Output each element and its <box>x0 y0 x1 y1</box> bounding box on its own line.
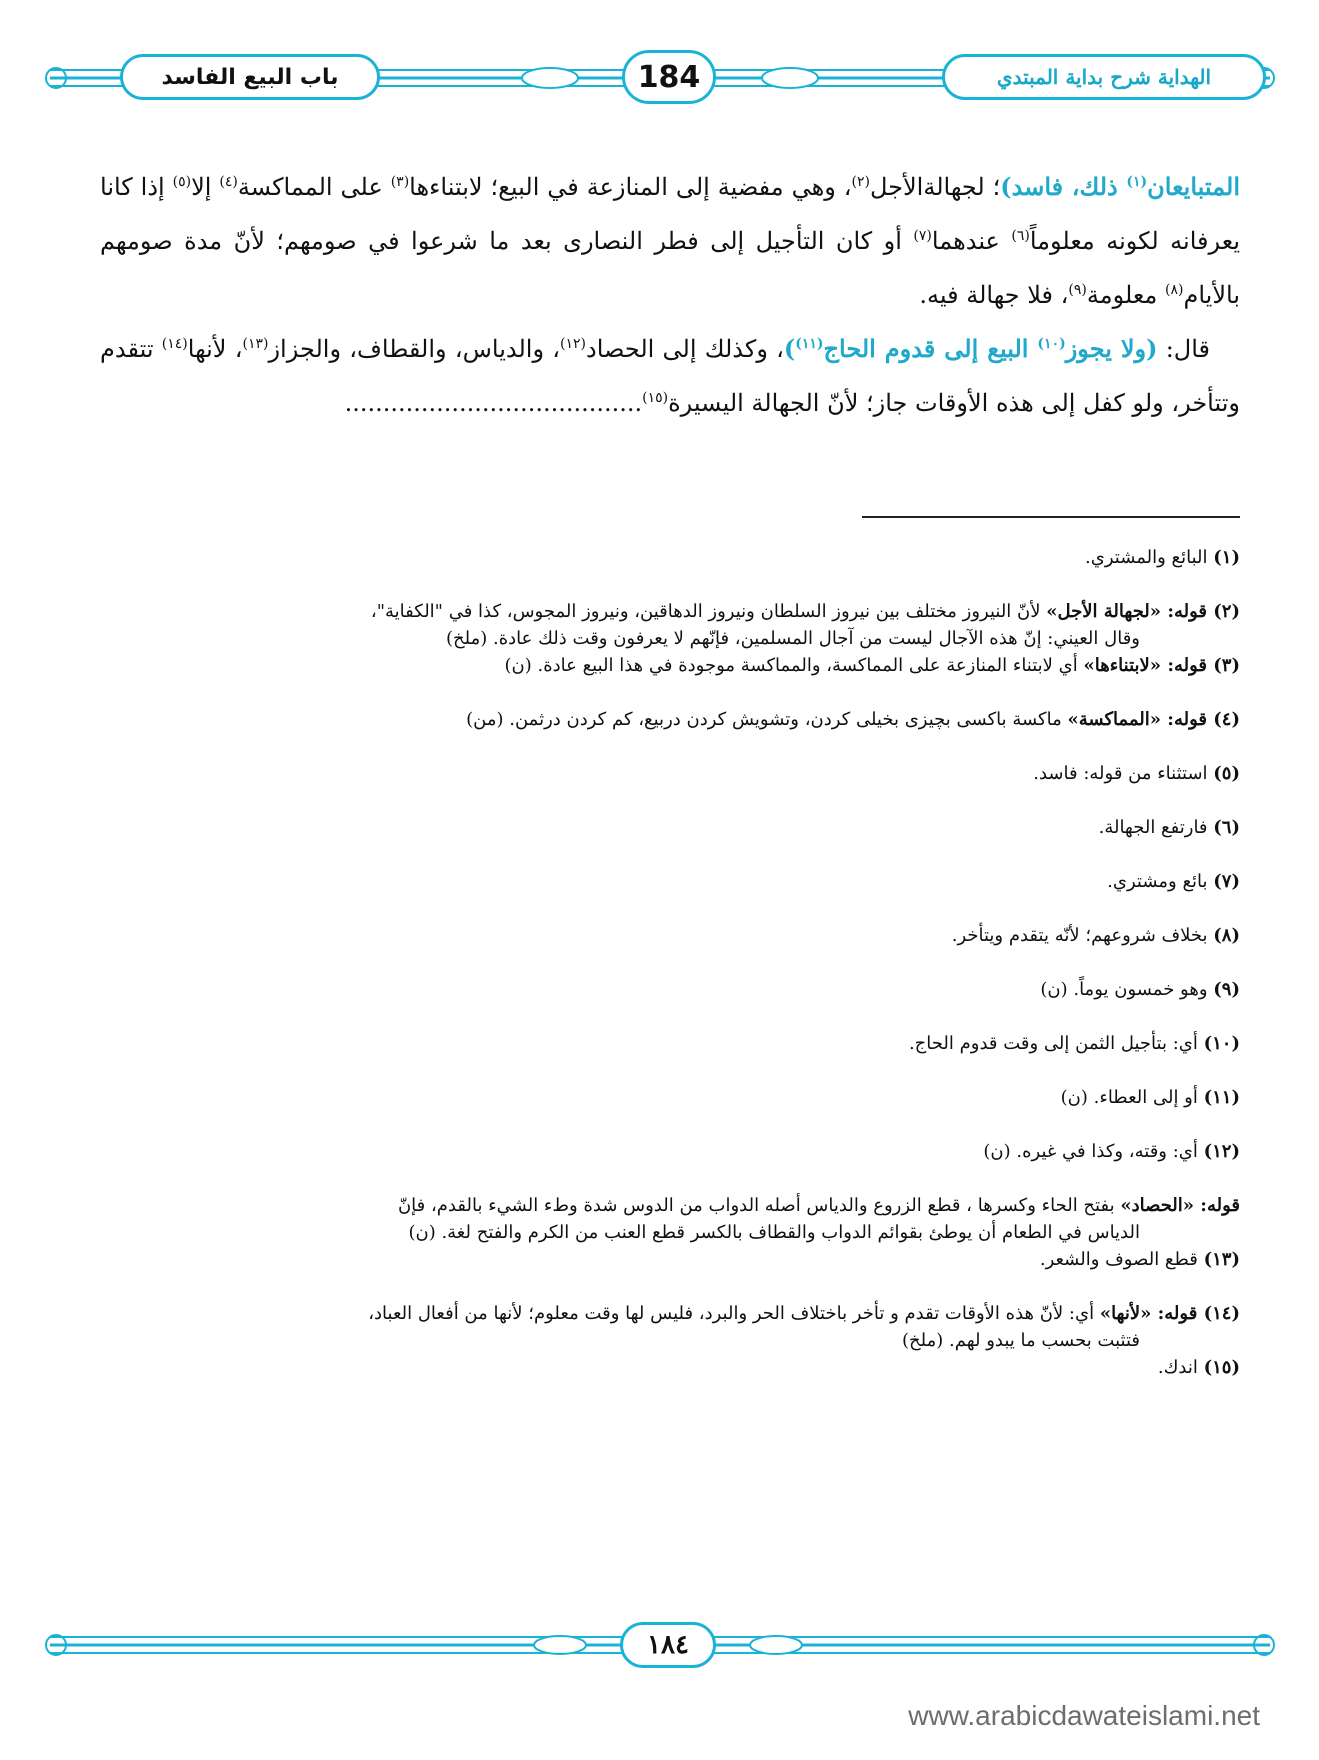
footnote-ref: (١٢) <box>560 336 587 352</box>
footnote-key: قوله: «لجهالة الأجل» <box>1046 601 1214 622</box>
footnote <box>100 1354 1240 1408</box>
page-number: 184 <box>622 50 716 104</box>
main-text <box>100 160 1240 430</box>
matn-text: (ولا يجوز <box>1065 334 1158 363</box>
footnote-ref: (٥) <box>172 174 192 190</box>
footnote <box>100 1084 1240 1138</box>
footnote-ref: (٤) <box>219 174 238 190</box>
footnote <box>100 1300 1240 1354</box>
footnote-text: لأنّ النيروز مختلف بين نيروز السلطان ونيروز الدهاقين، ونيروز المجوس، كذا في "الكفاية"، <box>370 601 1047 622</box>
matn-text: ذلك، فاسد) <box>1000 172 1127 201</box>
sharh-text: ، فلا جهالة فيه. <box>919 281 1069 309</box>
sharh-text: على المماكسة <box>237 173 391 201</box>
matn-text: المتبايعان <box>1147 172 1241 201</box>
main-paragraph-1 <box>100 160 1240 322</box>
footnote-text: قطع الصوف والشعر. <box>1039 1249 1204 1270</box>
continuation-dots: ....................................... <box>344 389 643 417</box>
footnote-separator <box>862 516 1240 518</box>
chapter-title: باب البيع الفاسد <box>120 54 380 100</box>
footnote <box>100 1030 1240 1084</box>
footnote-ref: (٨) <box>1165 282 1184 298</box>
footnote-continuation: الدياس في الطعام أن يوطئ بقوائم الدواب والقطاف بالكسر قطع العنب من الكرم والفتح لغة. (ن) <box>408 1222 1140 1243</box>
footnote-text: ماكسة باكسى بچيزى بخيلى كردن، وتشويش كردن دربيع، كم كردن درثمن. (من) <box>466 709 1068 730</box>
footnote-label: (٤) <box>1213 709 1240 730</box>
footnote <box>100 1138 1240 1192</box>
website-watermark: www.arabicdawateislami.net <box>908 1700 1260 1731</box>
footnote-ref: (٧) <box>913 228 932 244</box>
footnote <box>100 976 1240 1030</box>
matn-text: البيع إلى قدوم الحاج <box>823 334 1038 363</box>
sharh-text: أو كان التأجيل إلى فطر النصارى بعد ما شرعوا في صومهم؛ لأنّ مدة صومهم بالأيام <box>100 227 1240 309</box>
footnote-label: (٣) <box>1213 655 1240 676</box>
footnote <box>100 814 1240 868</box>
footnote-ref: (١٥) <box>642 390 669 406</box>
footnote-key: قوله: «لأنها» <box>1099 1303 1204 1324</box>
sharh-text: قال: <box>1157 335 1211 363</box>
footnote-label: (١٤) <box>1203 1303 1240 1324</box>
footnote-text: بخلاف شروعهم؛ لأنّه يتقدم ويتأخر. <box>951 925 1214 946</box>
footnote-text: البائع والمشتري. <box>1085 547 1214 568</box>
footnote-key: قوله: «لابتناءها» <box>1083 655 1214 676</box>
sharh-text: عندهما <box>931 227 1012 255</box>
book-title: الهداية شرح بداية المبتدي <box>942 54 1266 100</box>
footnote-label: (٨) <box>1213 925 1240 946</box>
footnote-label: (٥) <box>1213 763 1240 784</box>
footnote-ref: (٢) <box>851 174 870 190</box>
footnote-label: (١٢) <box>1203 1141 1240 1162</box>
sharh-text: ؛ لجهالةالأجل <box>869 173 1001 201</box>
footnote-text: أي: وقته، وكذا في غيره. (ن) <box>983 1141 1204 1162</box>
footnote <box>100 598 1240 652</box>
footnote-text: أي لابتناء المنازعة على المماكسة، والمماكسة موجودة في هذا البيع عادة. (ن) <box>504 655 1084 676</box>
footnote-key: قوله: «المماكسة» <box>1067 709 1214 730</box>
footnote <box>100 868 1240 922</box>
footnote-ref: (١) <box>1126 174 1148 190</box>
footnote-ref: (٣) <box>390 174 410 190</box>
footnote-label: (١٥) <box>1203 1357 1240 1378</box>
footnote-continuation: فتثبت بحسب ما يبدو لهم. (ملخ) <box>902 1330 1140 1351</box>
footnote-text: أي: بتأجيل الثمن إلى وقت قدوم الحاج. <box>908 1033 1204 1054</box>
footnote <box>100 544 1240 598</box>
footnote-label: (٦) <box>1213 817 1240 838</box>
footnote-label: (١٣) <box>1203 1249 1240 1270</box>
footnote-text: فارتفع الجهالة. <box>1098 817 1214 838</box>
sharh-text: ، وهي مفضية إلى المنازعة في البيع؛ لابتناءها <box>409 173 852 201</box>
footnote <box>100 922 1240 976</box>
main-paragraph-2 <box>100 322 1240 430</box>
footnote <box>100 652 1240 706</box>
footer-page-number: ١٨٤ <box>620 1622 716 1668</box>
footnote <box>100 760 1240 814</box>
footnote-text: أي: لأنّ هذه الأوقات تقدم و تأخر باختلاف الحر والبرد، فليس لها وقت معلوم؛ لأنها من أفعال العباد، <box>368 1303 1100 1324</box>
footnote-label: (١١) <box>1203 1087 1240 1108</box>
footnote-label: (٢) <box>1213 601 1240 622</box>
footnote-key: قوله: «الحصاد» <box>1120 1195 1240 1216</box>
footnote-label: (٧) <box>1213 871 1240 892</box>
footnote <box>100 1246 1240 1300</box>
footnote-label: (٩) <box>1213 979 1240 1000</box>
sharh-text: ، والدياس، والقطاف، والجزاز <box>268 335 561 363</box>
sharh-text: ، وكذلك إلى الحصاد <box>586 335 784 363</box>
footnote <box>100 706 1240 760</box>
footnote-ref: (١٤) <box>161 336 188 352</box>
footnote-text: أو إلى العطاء. (ن) <box>1060 1087 1204 1108</box>
footnote-text: استثناء من قوله: فاسد. <box>1033 763 1214 784</box>
footnote-ref: (٦) <box>1011 228 1030 244</box>
footnote-text: بائع ومشتري. <box>1107 871 1214 892</box>
footnote <box>100 1192 1240 1246</box>
footnote-ref: (١١) <box>795 336 824 352</box>
sharh-text: تتقدم وتتأخر، ولو كفل إلى هذه الأوقات جاز؛ لأنّ الجهالة اليسيرة <box>100 335 1240 417</box>
sharh-text: إذا كانا يعرفانه لكونه معلوماً <box>100 173 1241 255</box>
sharh-text: معلومة <box>1086 281 1165 309</box>
footnotes <box>100 544 1240 1408</box>
footnote-text: وهو خمسون يوماً. (ن) <box>1040 979 1214 1000</box>
footnote-text: بفتح الحاء وكسرها ، قطع الزروع والدياس أصله الدواب من الدوس شدة وطء الشيء بالقدم، فإنّ <box>397 1195 1121 1216</box>
sharh-text: إلا <box>191 173 220 201</box>
footnote-ref: (١٣) <box>242 336 269 352</box>
matn-text: ) <box>783 334 796 363</box>
footnote-text: اندك. <box>1157 1357 1204 1378</box>
footnote-continuation: وقال العيني: إنّ هذه الآجال ليست من آجال المسلمين، فإنّهم لا يعرفون وقت ذلك عادة. (ملخ) <box>446 628 1140 649</box>
footnote-label: (١٠) <box>1203 1033 1240 1054</box>
page-header <box>0 48 1319 108</box>
page-footer <box>0 1618 1319 1672</box>
footnote-label: (١) <box>1213 547 1240 568</box>
footnote-ref: (١٠) <box>1037 336 1066 352</box>
footnote-ref: (٩) <box>1068 282 1087 298</box>
sharh-text: ، لأنها <box>187 335 243 363</box>
